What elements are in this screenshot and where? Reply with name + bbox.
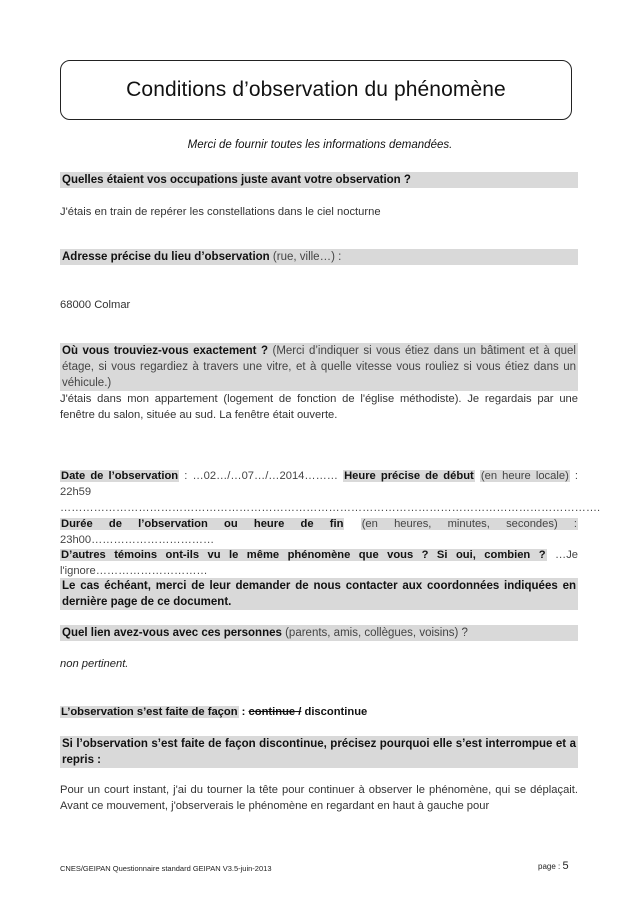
footer-page-number: 5 [562, 860, 569, 872]
witnesses-line [60, 547, 578, 579]
start-time-value: : 22h59 ………………………………………………………………………………………………………………………………. [60, 470, 601, 514]
date-value: : …02…/…07…/…2014……… [184, 470, 338, 482]
question-occupations [60, 172, 578, 188]
intro-text: Merci de fournir toutes les informations demandées. [187, 139, 453, 151]
question-location-label: Où vous trouviez-vous exactement ? [62, 345, 268, 357]
answer-address: 68000 Colmar [60, 299, 131, 311]
date-line [60, 468, 601, 516]
witnesses-answer: …Je l'ignore………………………… [60, 549, 579, 577]
footer-page-label: page : [538, 862, 563, 871]
mode-separator: : [238, 706, 249, 718]
question-address-hint: (rue, ville…) : [272, 251, 342, 263]
date-label: Date de l’observation [61, 470, 179, 482]
question-location [60, 343, 578, 391]
mode-option-discontinue: discontinue [301, 706, 368, 718]
question-occupations-label: Quelles étaient vos occupations juste avant votre observation ? [62, 174, 411, 186]
question-discontinuous: Si l’observation s’est faite de façon discontinue, précisez pourquoi elle s’est interrompue et a repris : [62, 738, 576, 766]
footer-page [538, 860, 569, 872]
mode-question: L’observation s’est faite de façon [61, 706, 238, 718]
answer-location: J'étais dans mon appartement (logement de fonction de l'église méthodiste). Je regardais par une fenêtre du salon, située au sud. La fenêtre était ouverte. [60, 393, 578, 421]
mode-line [60, 704, 578, 720]
page-title: Conditions d’observation du phénomène [126, 78, 506, 101]
duration-label: Durée de l’observation ou heure de fin [61, 518, 344, 530]
witnesses-note: Le cas échéant, merci de leur demander de nous contacter aux coordonnées indiquées en dernière page de ce document. [62, 580, 576, 608]
answer-discontinuous: Pour un court instant, j'ai du tourner la tête pour continuer à observer le phénomène, qui se déplaçait. Avant ce mouvement, j'observerais le phénomène en regardant en haut à gauche pour [60, 784, 578, 812]
question-location-hint: (Merci d’indiquer si vous étiez dans un bâtiment et à quel étage, si vous regardiez à travers une vitre, et à quelle vitesse vous rouliez si vous étiez dans un véhicule.) [62, 345, 576, 389]
question-relationship-label: Quel lien avez-vous avec ces personnes [62, 627, 282, 639]
question-address [60, 249, 578, 265]
duration-hint: (en heures, minutes, secondes) : [361, 518, 578, 530]
start-time-label: Heure précise de début [344, 470, 474, 482]
question-address-label: Adresse précise du lieu d’observation [62, 251, 270, 263]
start-time-hint: (en heure locale) [480, 470, 569, 482]
duration-value: 23h00…………………………… [60, 534, 215, 546]
witnesses-question: D’autres témoins ont-ils vu le même phénomène que vous ? Si oui, combien ? [61, 549, 546, 561]
answer-relationship: non pertinent. [60, 658, 129, 670]
duration-line [60, 516, 578, 548]
footer-document-ref: CNES/GEIPAN Questionnaire standard GEIPAN V3.5-juin-2013 [60, 864, 272, 873]
mode-option-continue: continue / [248, 706, 302, 718]
title-box [60, 60, 572, 120]
answer-occupations: J'étais en train de repérer les constellations dans le ciel nocturne [60, 206, 381, 218]
question-relationship-hint: (parents, amis, collègues, voisins) ? [285, 627, 468, 639]
question-relationship [60, 625, 578, 641]
